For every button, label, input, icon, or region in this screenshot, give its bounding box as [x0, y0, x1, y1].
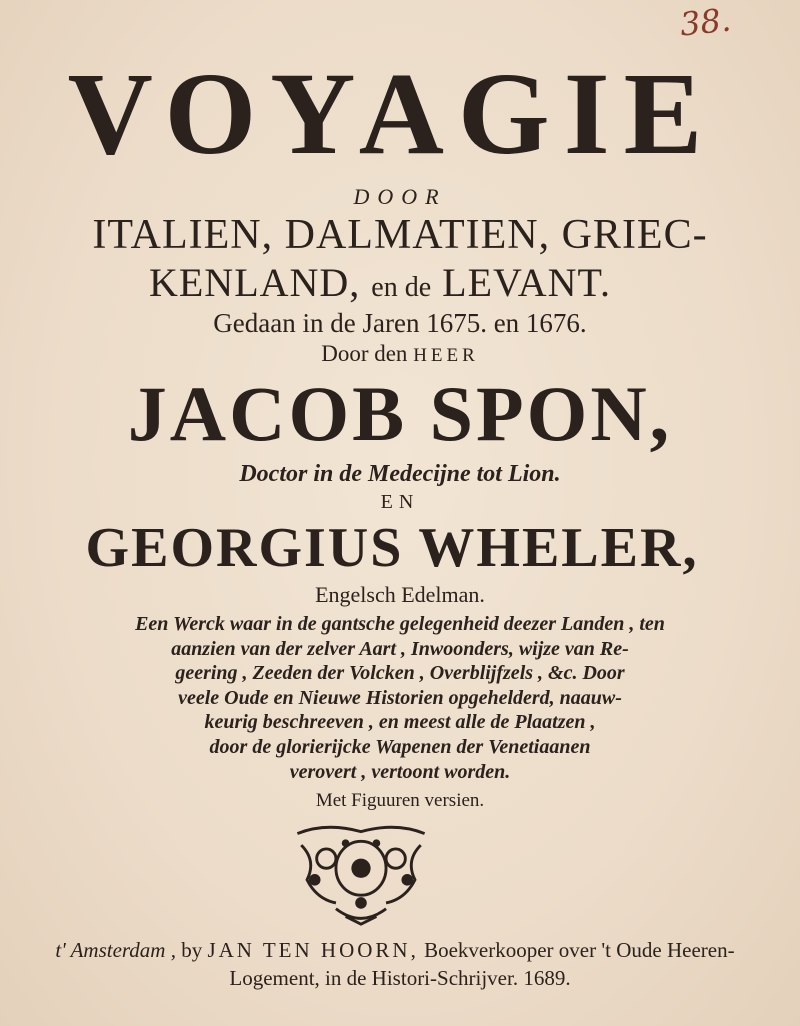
description-line: Een Werck waar in de gantsche gelegenheid deezer Landen , ten — [135, 613, 665, 635]
description-line: verovert , vertoont worden. — [289, 760, 511, 783]
imprint-place: t' Amsterdam , — [55, 938, 176, 962]
heer: HEER — [413, 345, 479, 366]
handwritten-shelfmark: 38. — [678, 0, 733, 44]
door-label: DOOR — [353, 184, 447, 209]
description — [0, 612, 800, 784]
figures-note: Met Figuuren versien. — [315, 790, 485, 811]
description-line: geering , Zeeden der Volcken , Overblijfzels , &c. Door — [175, 662, 625, 685]
description-line: door de glorierijcke Wapenen der Venetiaanen — [209, 735, 591, 758]
subtitle-en-de: en de — [371, 272, 432, 303]
description-line: veele Oude en Nieuwe Historien opgehelderd, naauw- — [178, 686, 622, 709]
door-den-heer — [0, 341, 800, 367]
subtitle-line-1: ITALIEN, DALMATIEN, GRIEC- — [92, 212, 708, 258]
imprint-line-1 — [0, 938, 795, 962]
subtitle-levant: LEVANT. — [442, 260, 611, 305]
printers-ornament-icon — [285, 822, 437, 928]
imprint-printer: JAN TEN HOORN, — [207, 938, 419, 962]
door-den: Door den — [321, 341, 408, 366]
subtitle-kenland: KENLAND, — [148, 260, 361, 305]
author-1-title: Doctor in de Medecijne tot Lion. — [239, 461, 561, 487]
author-2-title: Engelsch Edelman. — [315, 582, 485, 607]
book-title: VOYAGIE — [67, 48, 717, 179]
author-1: JACOB SPON, — [127, 370, 673, 457]
subtitle-line-2 — [0, 260, 780, 306]
imprint-rest: Boekverkooper over 't Oude Heeren- — [424, 938, 735, 962]
description-line: keurig beschreeven , en meest alle de Plaatzen , — [204, 711, 596, 734]
description-line: aanzien van der zelver Aart , Inwoonders, wijze van Re- — [171, 637, 629, 660]
author-2: GEORGIUS WHELER, — [85, 517, 699, 579]
date-line: Gedaan in de Jaren 1675. en 1676. — [213, 308, 587, 338]
imprint-line-2: Logement, in de Histori-Schrijver. 1689. — [229, 966, 571, 990]
imprint-by: by — [181, 938, 203, 962]
en-label: EN — [380, 491, 420, 513]
